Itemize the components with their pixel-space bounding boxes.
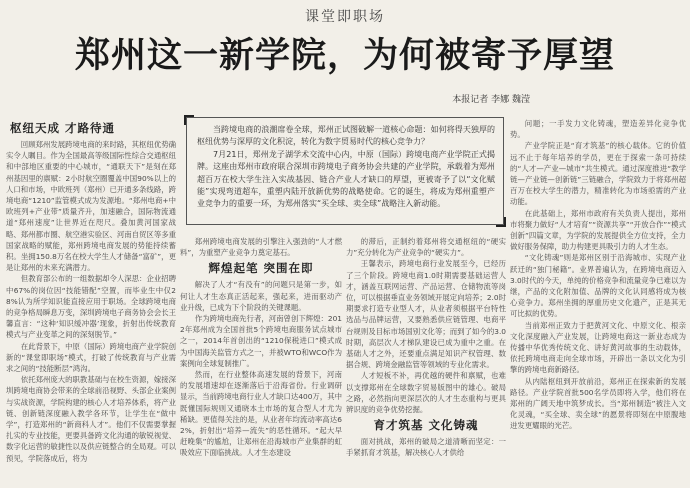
paragraph: 的滞后，正制约着郑州将交通枢纽的“硬实力”充分转化为产业竞争的“硬实力”。 xyxy=(346,237,506,258)
subhead-3: 育才筑基 文化铸魂 xyxy=(373,418,479,433)
paragraph: 依托郑州庞大的职教基础与在校生资源，嫁接深圳跨境电商协会带来的全球前沿视野、头部企业案例与实战资源，学院构建的核心人才培养体系，将产业链、创新链深度融入教学各环节，让学生在“做中学”，打造郑州的“新商科人才”。他们不仅需要掌握扎实的专业技能，更要具备跨文化沟通的敏锐视觉、数字化运营的敏捷性以及供应链整合的全局观。可以预见，学院落成后，将为 xyxy=(6,375,176,463)
paragraph: 从内陆枢纽到开放前沿，郑州正在探索新的发展路径。产业学院首批500名学员即将入学，他们将在郑州的广阔天地中筑梦成长。当“郑州制造”被注入文化灵魂，“买全球、卖全球”的愿景将即刻在中原腹地迸发更耀眼的光芒。 xyxy=(510,376,686,431)
column-1 xyxy=(6,118,176,488)
column-4 xyxy=(510,118,686,488)
paragraph: 郑州跨境电商发展的引擎注入强劲的“人才燃料”，为重塑产业竞争力奠定基石。 xyxy=(180,237,342,258)
summary-paragraph: 当跨境电商的浪潮席卷全球，郑州正试图破解一道核心命题：如何将得天独厚的枢纽优势与深厚的文化积淀，转化为数字贸易时代的核心竞争力？ xyxy=(197,125,495,147)
column-2 xyxy=(180,236,342,488)
paragraph: 产业学院正是“育才筑基”的核心载体。它的价值远不止于每年培养的学员，更在于探索一条可持续的“人才—产业—城市”共生模式。通过深度推进“教学链—产业链—创新链”三链融合，学院致力于将郑州超百万在校大学生的潜力，精准转化为市场亟需的产业动能。 xyxy=(510,141,686,207)
paragraph: 人才短板不补，再优越的硬件和禀赋，也难以支撑郑州在全球数字贸易版图中的雄心。破局之路，必然指向更深层次的人才生态重构与更具辨识度的竞争优势挖掘。 xyxy=(346,371,506,415)
paragraph: “文化铸魂”则是郑州区别于沿海城市、实现产业跃迁的“独门秘籍”。业界普遍认为，在跨境电商迈入3.0时代的今天，单纯的价格竞争和流量竞争已难以为继，产品的文化附加值、品牌的文化认同感将成为核心竞争力。郑州坐拥的厚重历史文化遗产，正是其无可比拟的优势。 xyxy=(510,253,686,319)
byline: 本报记者 李娜 魏滢 xyxy=(452,95,530,105)
paragraph: 然而，在行业整体高速发展的背景下，河南的发展增速却在逐渐落后于沿海省份。行业调研显示，当前跨境电商行业人才缺口达400万，其中既懂国际规则又通晓本土市场的复合型人才尤为稀缺。更值得关注的是，从业者年均流动率高达62%，折射出“培养—流失”的恶性循环。“起大早赶晚集”的尴尬，让郑州在沿海城市产业集群的虹吸效应下面临挑战。人才生态建设 xyxy=(180,370,342,458)
column-3 xyxy=(346,236,506,488)
paragraph: 作为跨境电商先行者，河南曾创下辉煌：2012年郑州成为全国首批5个跨境电商服务试点城市之一，2014年首创出的“1210保税进口”模式成为中国海关监管方式之一，并被WTO和WCO作为案例向全球复制推广。 xyxy=(180,314,342,368)
paragraph: 回顾郑州发展跨境电商的来时路，其枢纽优势确实令人瞩目。作为全国最高等级国际性综合交通枢纽和中部地区重要的中心城市，“通联天下”是刻在郑州基因里的禀赋：2小时航空圈覆盖中国90%以上的人口和市场，中欧班列（郑州）已开通多条线路，跨境电商“1210”监管模式成为发源地。“郑州电商+中欧班列+产业带”质量齐升，加速融合，国际物流通道“郑州速度”让世界近在咫尺。叠加黄河国家战略、郑州都市圈、航空港实验区、河南自贸区等多重国家战略的赋能，郑州跨境电商发展的势能持续蓄积。坐拥150.8万名在校大学生人才储备“富矿”，更是让郑州的未来充满潜力。 xyxy=(6,140,176,273)
kicker: 课堂即职场 xyxy=(305,9,385,25)
subhead-2: 辉煌起笔 突围在即 xyxy=(208,261,314,276)
paragraph: 在此基础上，郑州市政府有关负责人提出，郑州市将聚力做好“人才培育”“资源共享”“开放合作”“模式创新”四篇文章，为学院的发展提供全方位支持，全力做好服务保障，助力构建更具吸引力的人才生态。 xyxy=(510,208,686,252)
paragraph: 当前郑州正致力于把黄河文化、中原文化、根亲文化深度融入产业发展，让跨境电商这一新业态成为传播中华优秀传统文化、讲好黄河故事的生动载体，依托跨境电商走向全球市场，开辟出一条以文化为引擎的跨境电商新路径。 xyxy=(510,320,686,375)
paragraph: 面对挑战，郑州的破局之道清晰而坚定：一手紧抓育才筑基，解决核心人才供给 xyxy=(346,437,506,458)
paragraph: 问题；一手发力文化铸魂，塑造差异化竞争优势。 xyxy=(510,119,686,140)
subhead-1: 枢纽天成 才路待通 xyxy=(10,121,116,135)
paragraph: 但教育部公布的一组数据却令人深思：企业招聘中67%的岗位因“技能错配”空置，而毕业生中仅28%认为所学知识能直接应用于职场。全球跨境电商的竞争格局瞬息万变，深圳跨境电子商务协会会长王馨直言：“这种‘知识缓冲器’现象，折射出传统教育模式与产业变革之间的深刻脱节。” xyxy=(6,274,176,340)
paragraph: 解决了人才“有没有”的问题只是第一步，如何让人才生态真正活起来，强起来，进而驱动产业升级，已成为下个阶段的关键课题。 xyxy=(180,280,342,312)
summary-paragraph: 7月21日，郑州龙子湖学术交流中心内，中原（国际）跨境电商产业学院正式揭牌。这座由郑州市政府联合深圳市跨境电子商务协会共建的产业学院，承载着为郑州超百万在校大学生注入实战基因、链合产业人才缺口的厚望，更被寄予了以“文化赋能”实现弯道超车，重塑内陆开放新优势的战略使命。它的诞生，将成为郑州重塑产业竞争力的重要一环，为郑州落实“买全球、卖全球”战略注入新动能。 xyxy=(197,149,495,209)
headline: 郑州这一新学院，为何被寄予厚望 xyxy=(74,36,615,76)
summary-box xyxy=(186,117,504,225)
paragraph: 王馨表示，跨境电商行业发展至今，已经历了三个阶段。跨境电商1.0时期需要基础运营人才，涵盖互联网运营、产品运营、仓储物流等岗位，可以根据垂直业务领域开展定向培养；2.0时期要求打造专业型人才，从业者须根据平台特性选品与品牌运营，又要熟悉供应链管理、电商平台规则及目标市场国别文化等；而到了如今的3.0时期，高层次人才梯队建设已成为重中之重。在基础人才之外，还要重点满足知识产权管理、数据合规、跨境金融监管等领域的专业化需求。 xyxy=(346,259,506,370)
paragraph: 在此背景下，中原（国际）跨境电商产业学院创新的“课堂即职场”模式，打破了传统教育与产业需求之间的“技能断层”鸿沟。 xyxy=(6,341,176,374)
